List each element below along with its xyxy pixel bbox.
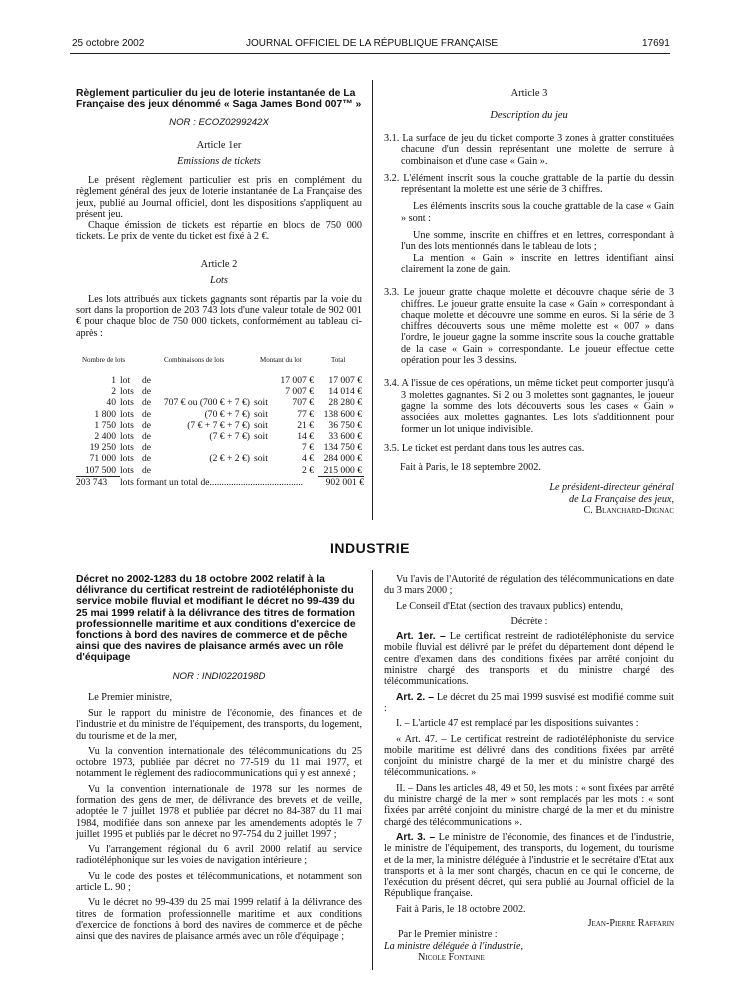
- article-2-text: Le décret du 25 mai 1999 susvisé est modifié comme suit :: [384, 691, 675, 714]
- article-1-title: Article 1er: [196, 140, 242, 151]
- item-3-2-b: Une somme, inscrite en chiffres et en lettres, correspondant à l'un des lots mentionnés dans le tableau de lots ;: [401, 230, 674, 253]
- lots-count: 107 500: [84, 464, 116, 476]
- lots-table-body: [76, 375, 364, 476]
- lots-de: de: [142, 408, 152, 420]
- article-2-title: Article 2: [200, 258, 238, 270]
- lots-amount: 7 €: [302, 442, 314, 454]
- article-2-subtitle: Lots: [210, 274, 228, 286]
- article-2-ii: II. – Dans les articles 48, 49 et 50, les mots : « sont fixées par arrêté du ministre chargé de la mer » sont remplacés par les mots : « sont fixées par arrêté conjoint du ministre chargé de la mer et du ministre chargé des télécommunications ».: [384, 782, 674, 828]
- done-date: Fait à Paris, le 18 septembre 2002.: [400, 462, 541, 474]
- article-2-quote: « Art. 47. – Le certificat restreint de radiotéléphoniste du service mobile maritime est délivré dans des conditions fixées par arrêté conjoint du ministre chargé de la mer et du ministre chargé des télécommunications. »: [384, 733, 674, 779]
- column-divider: [372, 80, 373, 520]
- lots-label: lots: [120, 464, 134, 476]
- lots-amount: 2 €: [302, 464, 314, 476]
- lots-soit: [252, 375, 276, 386]
- article-2-i: I. – L'article 47 est remplacé par les dispositions suivantes :: [396, 718, 639, 730]
- decree-nor: NOR : INDI0220198D: [172, 670, 266, 682]
- visa: Vu la convention internationale des télécommunications du 25 octobre 1973, publiée par décret no 77-519 du 11 mai 1977, et notamment le règlement des radiocommunications qui y est annexé ;: [76, 745, 362, 780]
- article-1-subtitle: Emissions de tickets: [177, 156, 261, 167]
- visa: Vu l'avis de l'Autorité de régulation des télécommunications en date du 3 mars 2000 ;: [384, 574, 674, 597]
- decrete: Décrète :: [510, 615, 548, 627]
- lots-total: 134 750 €: [323, 442, 362, 454]
- table-header: Montant du lot: [260, 356, 302, 364]
- table-total-row: [76, 477, 364, 489]
- article-2-paragraph: Les lots attribués aux tickets gagnants sont répartis par la voie du sort dans la proportion de 203 743 lots d'une valeur totale de 902 001 € pour chaque bloc de 750 000 tickets, conformément au tableau ci-après :: [76, 293, 362, 339]
- lots-de: de: [142, 442, 152, 454]
- lots-label: lots: [120, 453, 134, 465]
- lots-total: 284 000 €: [323, 453, 362, 465]
- lots-combination: (7 € + 7 €): [209, 431, 250, 443]
- visa: Vu le décret no 99-439 du 25 mai 1999 relatif à la délivrance des titres de formation professionnelle maritime et aux conditions d'exercice de fonctions à bord des navires de commerce et de pêche ainsi que des navires de plaisance armés avec un rôle d'équipage ;: [76, 897, 362, 943]
- lots-count: 2: [111, 386, 116, 398]
- table-row: [76, 409, 364, 420]
- lots-soit: [252, 386, 276, 397]
- signature-name: Jean-Pierre Raffarin: [587, 918, 674, 930]
- lots-count: 71 000: [89, 453, 116, 465]
- lots-soit: soit: [254, 431, 268, 443]
- article-3-subtitle: Description du jeu: [490, 110, 568, 121]
- lots-amount: 77 €: [297, 408, 314, 420]
- lots-amount: 707 €: [292, 397, 314, 409]
- article-1: [384, 631, 674, 687]
- lots-soit: soit: [254, 453, 268, 465]
- total-label: lots formant un total de.......................................: [120, 476, 304, 488]
- table-row: [76, 465, 364, 476]
- signature-name: Nicole Fontaine: [418, 951, 485, 963]
- lots-count: 1 800: [94, 408, 116, 420]
- lots-combination: 707 € ou (700 € + 7 €): [163, 397, 250, 409]
- article-2-label: Art. 2. –: [396, 691, 434, 703]
- article-1-paragraph: Chaque émission de tickets est répartie en blocs de 750 000 tickets. Le prix de vente du ticket est fixé à 2 €.: [76, 220, 362, 243]
- article-3: [384, 832, 674, 900]
- item-3-2: 3.2. L'élément inscrit sous la couche grattable de la partie du dessin représentant la molette est une série de 3 chiffres.: [384, 172, 674, 196]
- decree-right-column: [384, 574, 674, 963]
- lots-de: de: [142, 419, 152, 431]
- reglement-title: Règlement particulier du jeu de loterie instantanée de La Française des jeux dénommé « Saga James Bond 007™ »: [76, 88, 362, 110]
- article-1-paragraph: Le présent règlement particulier est pris en complément du règlement général des jeux de loterie instantanée de La Française des jeux, publié au Journal officiel, dont les dispositions s'appliquent au présent jeu.: [76, 175, 362, 220]
- lots-count: 1 750: [94, 419, 116, 431]
- column-divider: [372, 570, 373, 970]
- total-count: 203 743: [76, 476, 108, 488]
- item-3-4: 3.4. A l'issue de ces opérations, un même ticket peut comporter jusqu'à 3 molettes gagnantes. Si 2 ou 3 molettes sont gagnantes, le joueur gagne la somme des lots découverts sous les cases « Gain » associées aux molettes gagnantes. Les lots s'additionnent pour former un lot unique indivisible.: [384, 378, 674, 435]
- lots-combination: [160, 465, 252, 476]
- item-3-1: 3.1. La surface de jeu du ticket comporte 3 zones à gratter constituées chacune d'un dessin représentant une molette de serrure à combinaison et d'une case « Gain ».: [384, 133, 674, 167]
- visa: Vu l'arrangement régional du 6 avril 2000 relatif au service radiotéléphonique sur les voies de navigation intérieure ;: [76, 844, 362, 867]
- lots-total: 138 600 €: [323, 408, 362, 420]
- decree-premier-ministre: Le Premier ministre,: [88, 691, 173, 703]
- lots-combination: [160, 375, 252, 386]
- lots-label: lots: [120, 419, 134, 431]
- page-number: 17691: [642, 38, 670, 49]
- lots-label: lot: [120, 375, 131, 386]
- table-header: Combinaisons de lots: [164, 356, 225, 364]
- table-row: [76, 386, 364, 397]
- lots-de: de: [142, 453, 152, 465]
- decree-left-column: [76, 574, 362, 943]
- item-3-3: 3.3. Le joueur gratte chaque molette et découvre chaque série de 3 chiffres. Le joueur gratte ensuite la case « Gain » correspondant à chaque molette et découvre une somme en euros. Si la série de 3 chiffres découverts sous une même molette est « 007 » dans l'ordre, le joueur gagne la somme inscrite sous la couche grattable de la case « Gain » correspondante. Le joueur effectue cette opération pour les 3 dessins.: [384, 287, 674, 367]
- signature-name: C. Blanchard-Dignac: [583, 505, 674, 517]
- visa: Le Conseil d'Etat (section des travaux publics) entendu,: [396, 600, 624, 612]
- header-date: 25 octobre 2002: [72, 38, 145, 49]
- table-row: [76, 431, 364, 442]
- signature-role: Le président-directeur général: [549, 482, 674, 494]
- lots-de: de: [142, 431, 152, 443]
- table-row: [76, 420, 364, 431]
- lots-combination: [160, 442, 252, 453]
- decree-title: Décret no 2002-1283 du 18 octobre 2002 relatif à la délivrance du certificat restreint de radiotéléphoniste du service mobile fluvial et modifiant le décret no 99-439 du 25 mai 1999 relatif à la délivrance des titres de formation professionnelle maritime et aux conditions d'exercice de fonctions à bord des navires de commerce et de pêche ainsi que des navires de plaisance armés avec un rôle d'équipage: [76, 574, 356, 664]
- table-header: Nombre de lots: [82, 356, 126, 364]
- lots-label: lots: [120, 408, 134, 420]
- lots-de: de: [142, 386, 152, 398]
- lots-label: lots: [120, 431, 134, 443]
- total-amount: 902 001 €: [325, 476, 364, 488]
- lots-label: lots: [120, 442, 134, 454]
- item-3-5: 3.5. Le ticket est perdant dans tous les autres cas.: [384, 442, 585, 454]
- lots-total: 17 007 €: [328, 375, 362, 386]
- lots-amount: 4 €: [302, 453, 314, 465]
- visa: Vu le code des postes et télécommunications, et notamment son article L. 90 ;: [76, 870, 362, 894]
- lots-amount: 21 €: [297, 419, 314, 431]
- lots-label: lots: [120, 386, 134, 398]
- lots-table: [76, 375, 364, 489]
- lots-combination: [160, 386, 252, 397]
- article-1-label: Art. 1er. –: [396, 631, 446, 643]
- signature-role: La ministre déléguée à l'industrie,: [384, 940, 524, 952]
- lots-de: de: [142, 375, 152, 386]
- lots-count: 1: [111, 375, 116, 386]
- journal-title: JOURNAL OFFICIEL DE LA RÉPUBLIQUE FRANÇAISE: [246, 38, 499, 49]
- lots-combination: (2 € + 2 €): [209, 453, 250, 465]
- signature-by: Par le Premier ministre :: [398, 929, 498, 941]
- section-heading: INDUSTRIE: [330, 540, 410, 556]
- article-2: [384, 692, 674, 715]
- lots-soit: soit: [254, 408, 268, 420]
- lots-combination: (7 € + 7 € + 7 €): [187, 419, 250, 431]
- right-column: [384, 88, 674, 516]
- article-1-text: Le certificat restreint de radiotéléphoniste du service mobile fluvial est délivré par le préfet du département dont dépend le centre d'examen dans des conditions fixées par arrêté conjoint du ministre chargé des transports et du ministre chargé des télécommunications.: [384, 631, 675, 688]
- item-3-2-c: La mention « Gain » inscrite en lettres identifiant ainsi clairement la zone de gain.: [401, 252, 674, 275]
- lots-amount: 17 007 €: [280, 375, 314, 386]
- item-3-2-a: Les éléments inscrits sous la couche grattable de la case « Gain » sont :: [401, 201, 674, 224]
- left-column: [76, 88, 362, 339]
- lots-soit: [252, 465, 276, 476]
- lots-total: 28 280 €: [328, 397, 362, 409]
- lots-de: de: [142, 397, 152, 409]
- table-row: [76, 453, 364, 464]
- lots-count: 19 250: [89, 442, 116, 454]
- article-3-title: Article 3: [510, 88, 548, 99]
- article-3-label: Art. 3. –: [396, 831, 436, 843]
- header-divider: [70, 53, 670, 54]
- lots-soit: soit: [254, 419, 268, 431]
- lots-amount: 14 €: [297, 431, 314, 443]
- lots-count: 2 400: [94, 431, 116, 443]
- lots-soit: soit: [254, 397, 268, 409]
- visa: Vu la convention internationale de 1978 sur les normes de formation des gens de mer, de délivrance des brevets et de veille, adoptée le 7 juillet 1978 et publiée par décret no 84-387 du 11 mai 1984, modifiée dans son annexe par les amendements adoptés le 7 juillet 1995 et publiés par le décret no 97-754 du 2 juillet 1997 ;: [76, 783, 362, 840]
- table-row: [76, 397, 364, 408]
- signature-role: de La Française des jeux,: [569, 493, 674, 505]
- decree-done-date: Fait à Paris, le 18 octobre 2002.: [396, 903, 526, 915]
- table-header: Total: [331, 356, 346, 364]
- lots-amount: 7 007 €: [285, 386, 314, 398]
- lots-soit: [252, 442, 276, 453]
- table-row: [76, 375, 364, 386]
- lots-de: de: [142, 464, 152, 476]
- lots-total: 14 014 €: [328, 386, 362, 398]
- table-row: [76, 442, 364, 453]
- visa: Sur le rapport du ministre de l'économie, des finances et de l'industrie et du ministre de l'équipement, des transports, du logement, du tourisme et de la mer,: [76, 707, 362, 742]
- lots-combination: (70 € + 7 €): [204, 408, 250, 420]
- lots-count: 40: [106, 397, 116, 409]
- lots-total: 36 750 €: [328, 419, 362, 431]
- article-3-text: Le ministre de l'économie, des finances et de l'industrie, le ministre de l'équipement, des transports, du logement, du tourisme et de la mer, la ministre déléguée à l'industrie et le secrétaire d'Etat aux transports et à la mer sont chargés, chacun en ce qui le concerne, de l'exécution du présent décret, qui sera publié au Journal officiel de la République française.: [384, 831, 674, 900]
- lots-label: lots: [120, 397, 134, 409]
- lots-total: 33 600 €: [328, 431, 362, 443]
- reglement-nor: NOR : ECOZ0299242X: [169, 117, 269, 128]
- lots-total: 215 000 €: [323, 464, 362, 476]
